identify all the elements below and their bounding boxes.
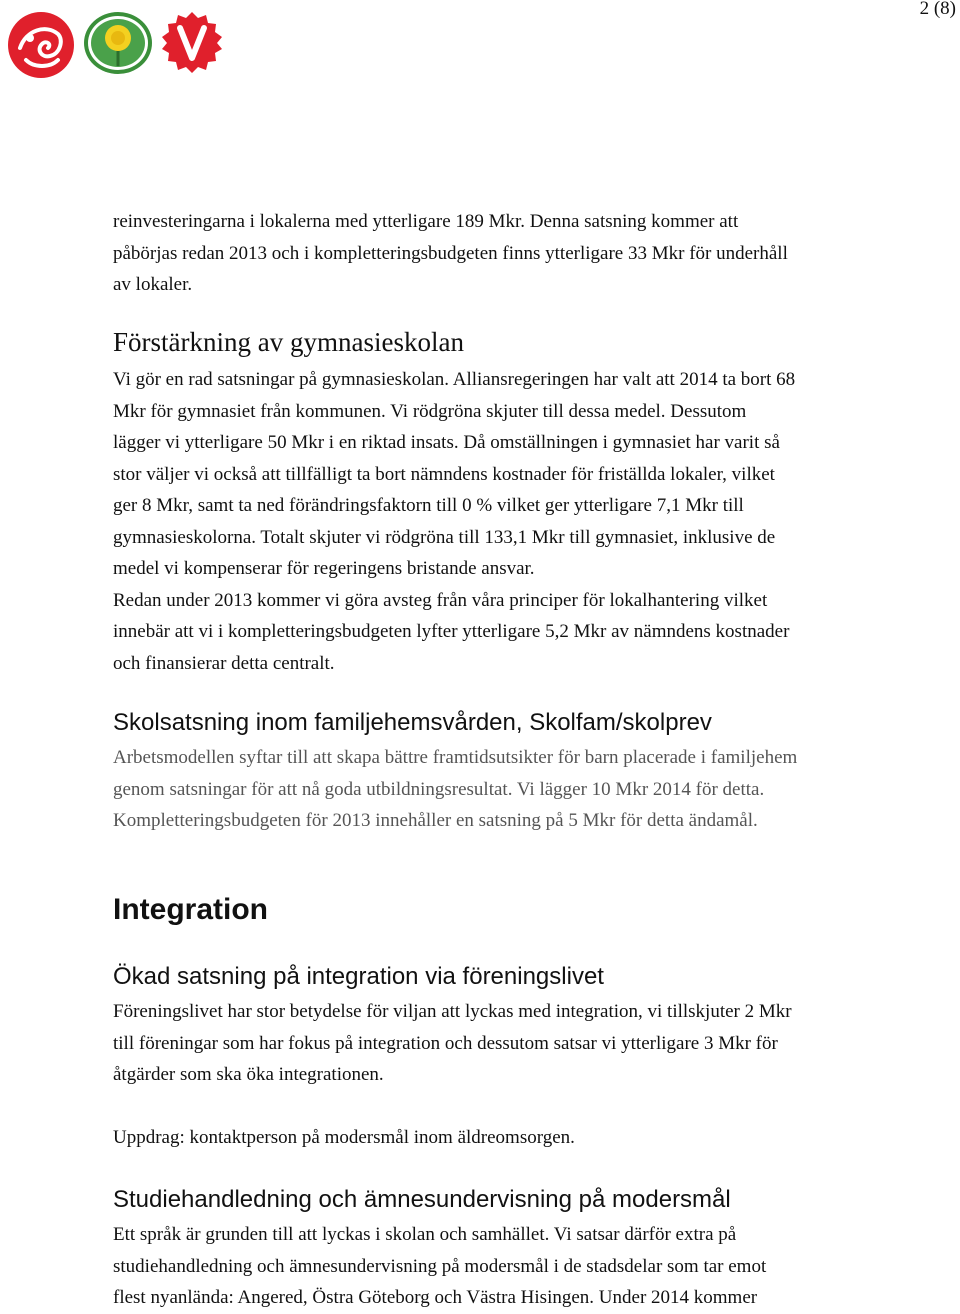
v-logo <box>160 10 224 74</box>
intro-paragraph <box>113 206 873 301</box>
skolfam-paragraph <box>113 742 873 837</box>
text-line: Redan under 2013 kommer vi göra avsteg från våra principer för lokalhantering vilket <box>113 589 768 611</box>
text-line: reinvesteringarna i lokalerna med ytterligare 189 Mkr. Denna satsning kommer att <box>113 211 739 232</box>
page-number: 2 (8) <box>919 0 956 19</box>
foreningsliv-paragraph <box>113 996 873 1091</box>
gymnasie-paragraph <box>113 364 873 679</box>
text-line: Arbetsmodellen syftar till att skapa bättre framtidsutsikter för barn placerade i familjehem <box>113 747 798 768</box>
section-heading-modersmal: Studiehandledning och ämnesundervisning på modersmål <box>113 1186 731 1213</box>
text-line: åtgärder som ska öka integrationen. <box>113 1064 384 1085</box>
text-line: flest nyanlända: Angered, Östra Göteborg och Västra Hisingen. Under 2014 kommer <box>113 1287 758 1308</box>
text-line: Mkr för gymnasiet från kommunen. Vi rödgröna skjuter till dessa medel. Dessutom <box>113 400 747 422</box>
chapter-heading-integration: Integration <box>113 893 268 926</box>
assignment-text: Uppdrag: kontaktperson på modersmål inom äldreomsorgen. <box>113 1127 575 1148</box>
modersmal-paragraph <box>113 1219 873 1314</box>
dandelion-logo <box>82 10 154 76</box>
section-heading-skolfam: Skolsatsning inom familjehemsvården, Skolfam/skolprev <box>113 709 712 736</box>
text-line: påbörjas redan 2013 och i kompletteringsbudgeten finns ytterligare 33 Mkr för underhåll <box>113 242 788 264</box>
text-line: och finansierar detta centralt. <box>113 652 335 674</box>
rose-logo <box>6 10 76 80</box>
section-heading-gymnasie: Förstärkning av gymnasieskolan <box>113 327 464 357</box>
text-line: lägger vi ytterligare 50 Mkr i en riktad insats. Då omställningen i gymnasiet har varit så <box>113 432 780 453</box>
text-line: gymnasieskolorna. Totalt skjuter vi rödgröna till 133,1 Mkr till gymnasiet, inklusive de <box>113 526 776 548</box>
section-heading-foreningsliv: Ökad satsning på integration via föreningslivet <box>113 963 604 990</box>
text-line: av lokaler. <box>113 274 193 295</box>
text-line: stor väljer vi också att tillfälligt ta bort nämndens kostnader för friställda lokaler, vilket <box>113 463 775 485</box>
text-line: Ett språk är grunden till att lyckas i skolan och samhället. Vi satsar därför extra på <box>113 1224 737 1245</box>
text-line: innebär att vi i kompletteringsbudgeten lyfter ytterligare 5,2 Mkr av nämndens kostnader <box>113 621 790 642</box>
text-line: Kompletteringsbudgeten för 2013 innehåller en satsning på 5 Mkr för detta ändamål. <box>113 810 758 831</box>
text-line: studiehandledning och ämnesundervisning på modersmål i de stadsdelar som tar emot <box>113 1255 767 1277</box>
text-line: Vi gör en rad satsningar på gymnasieskolan. Alliansregeringen har valt att 2014 ta bort 68 <box>113 369 796 390</box>
text-line: ger 8 Mkr, samt ta ned förändringsfaktorn till 0 % vilket ger ytterligare 7,1 Mkr till <box>113 495 744 516</box>
text-line: genom satsningar för att nå goda utbildningsresultat. Vi lägger 10 Mkr 2014 för detta. <box>113 778 765 800</box>
text-line: till föreningar som har fokus på integration och dessutom satsar vi ytterligare 3 Mkr för <box>113 1032 778 1054</box>
text-line: Föreningslivet har stor betydelse för viljan att lyckas med integration, vi tillskjuter 2 Mkr <box>113 1001 792 1022</box>
text-line: medel vi kompenserar för regeringens bristande ansvar. <box>113 558 535 579</box>
